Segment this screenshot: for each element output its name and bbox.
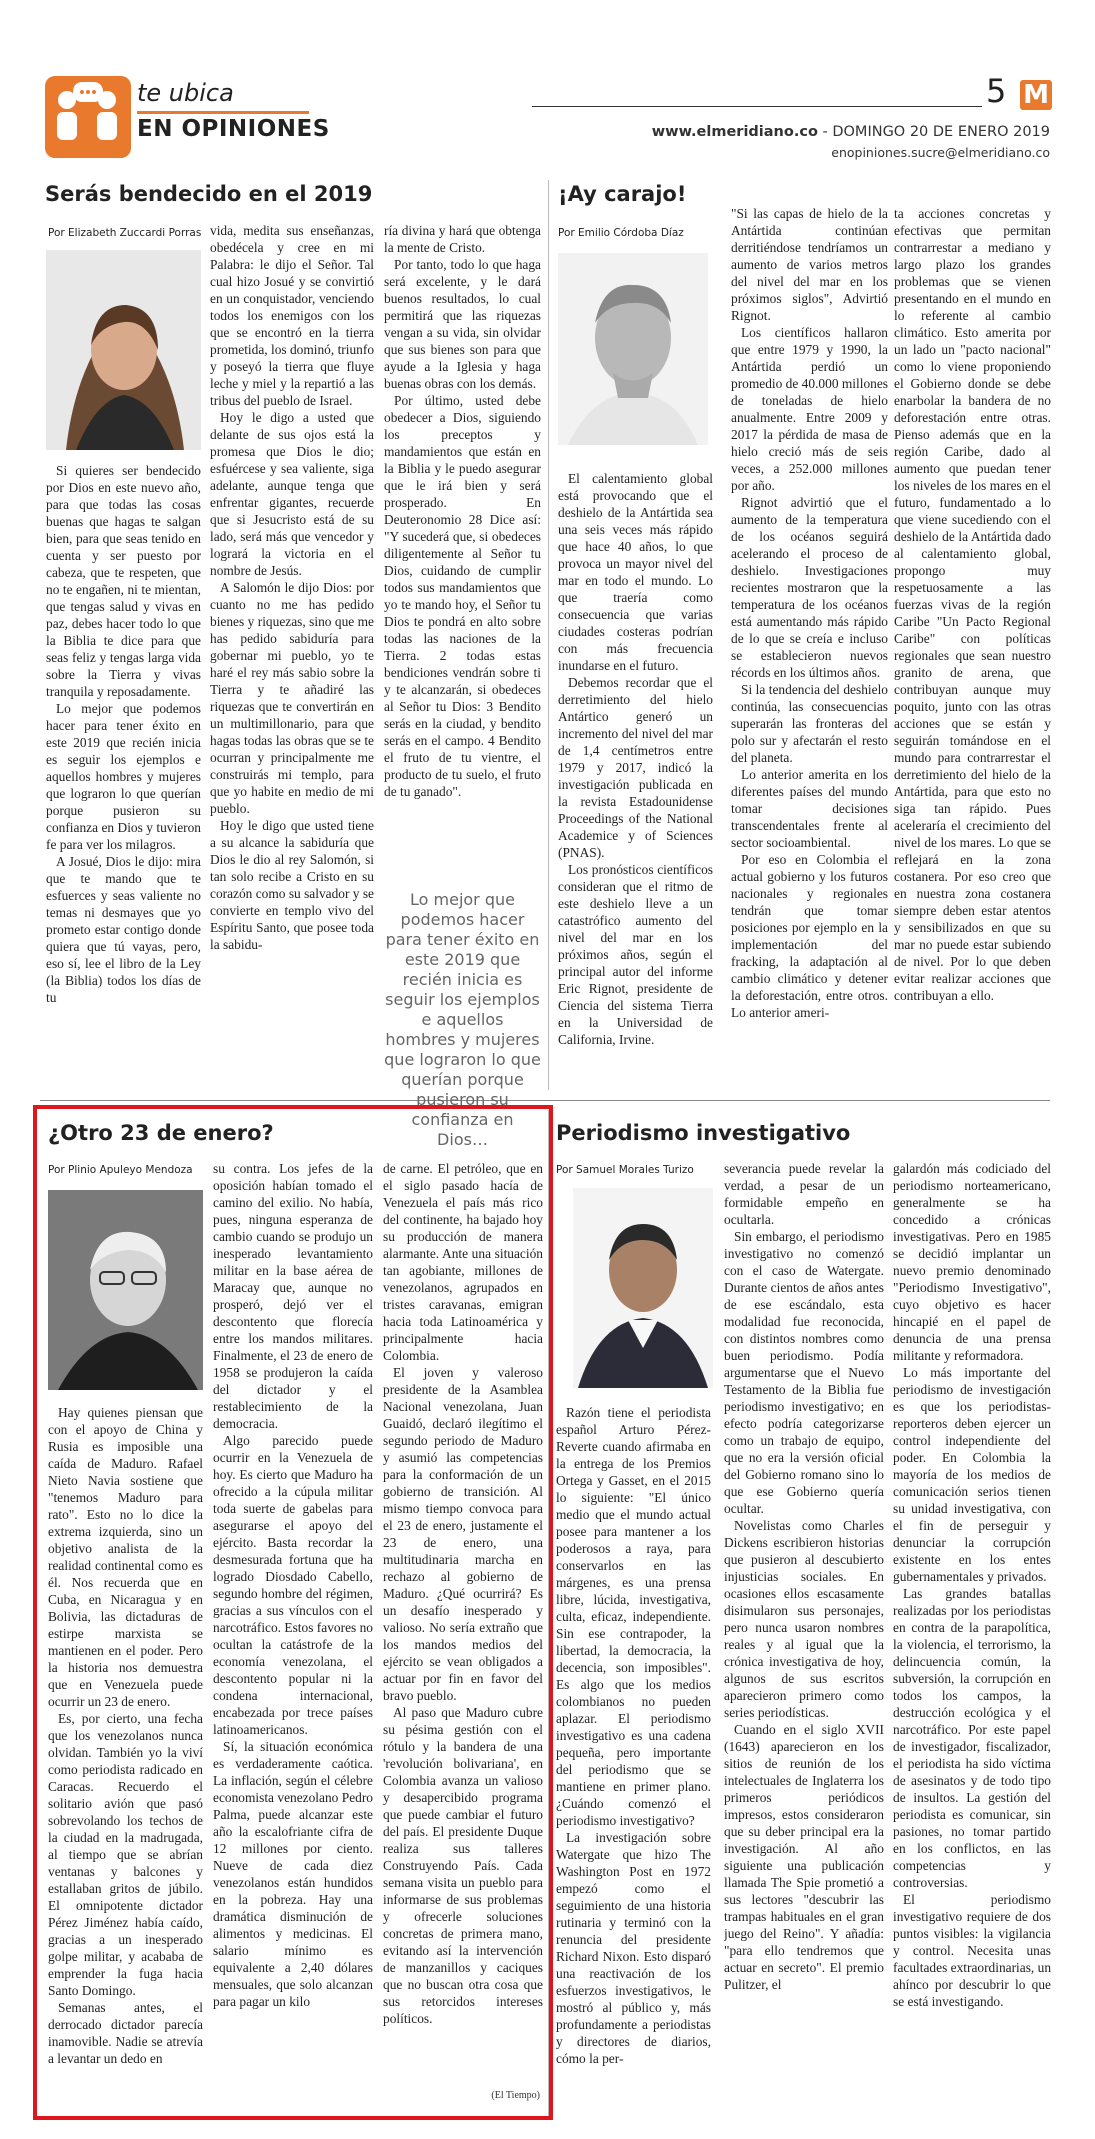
article-paragraph: Hay quienes piensan que con el apoyo de China y Rusia es imposible una caída de Maduro. Rafael Nieto Navia sostiene que "tenemos Maduro para rato". Esto no lo dice la extrema izquierda, sino un objetivo analista de la realidad continental como es él. Nos recuerda que en Cuba, en Nicaragua y en Bolivia, las dictaduras de estirpe marxista se mantienen en el poder. Pero la historia nos demuestra que en Venezuela puede ocurrir un 23 de enero. [48,1405,203,1709]
brand-logo-icon [45,76,131,158]
article-paragraph: Al paso que Maduro cubre su pésima gestión con el rótulo y la bandera de una 'revolución bolivariana', en Colombia avanza un valioso y desapercibido programa que puede cambiar el futuro del país. El presidente Duque realiza sus talleres Construyendo País. Cada semana visita un pueblo para informarse de sus problemas y ofrecerle soluciones concretas de primera mano, evitando así la intervención de manzanillos y caciques que no buscan otra cosa que sus retorcidos intereses políticos. [383,1705,543,2026]
article-paragraph: severancia puede revelar la verdad, a pesar de un formidable empeño en ocultarla. [724,1161,884,1227]
article-paragraph: A Josué, Dios le dijo: mira que te mando que te esfuerces y seas valiente no temas ni desmayes que yo prometo estar contigo donde quiera que tú vayas, pero, eso sí, lee el libro de la Ley (la Biblia) todos los días de tu [46,854,201,1005]
article-title: Serás bendecido en el 2019 [45,182,373,206]
article-paragraph: El periodismo investigativo requiere de dos puntos visibles: la vigilancia y control. Necesita unas facultades extraordinarias, un ahínco por descubrir lo que se está investigando. [893,1892,1051,2009]
article-paragraph: La investigación sobre Watergate que hizo The Washington Post en 1972 empezó como el seguimiento de una historia rutinaria y terminó con la renuncia del presidente Richard Nixon. Esto disparó una reactivación de los esfuerzos investigativos, le mostró al público y, más profundamente a periodistas y directores de diarios, cómo la per- [556,1830,711,2066]
article-paragraph: Lo anterior amerita en los diferentes países del mundo tomar decisiones transcendentales frente al sector socioambiental. [731,767,888,850]
brand-underline [137,111,309,114]
article-column [48,1404,203,2104]
article-paragraph: "Si las capas de hielo de la Antártida continúan derritiéndose tendríamos un aumento de varios metros del nivel del mar en los próximos siglos", Advirtió Rignot. [731,206,888,323]
article-paragraph: El calentamiento global está provocando que el deshielo de la Antártida sea una seis veces más rápido que hace 40 años, lo que provoca un mayor nivel del mar en todo el mundo. Lo que traería como consecuencia que varias ciudades costeras podrían con más frecuencia inundarse en el futuro. [558,471,713,673]
article-paragraph: galardón más codiciado del periodismo norteamericano, generalmente se ha concedido a crónicas investigativas. Pero en 1985 se decidió implantar un nuevo premio denominado "Periodismo Investigativo", cuyo objetivo es hacer hincapié en el papel de denuncia de una prensa militante y reformadora. [893,1161,1051,1363]
article-paragraph: ría divina y hará que obtenga la mente de Cristo. [384,223,541,255]
article-paragraph: Los científicos hallaron que entre 1979 y 1990, la Antártida perdió un promedio de 40.000 millones de toneladas de hielo anualmente. Entre 2009 y 2017 la pérdida de masa de hielo creció más de seis veces, a 252.000 millones por año. [731,325,888,493]
newspaper-logo-icon: M [1020,80,1052,110]
brand-tagline: te ubica [137,79,234,107]
author-photo [558,253,708,445]
article-paragraph: Semanas antes, el derrocado dictador parecía inamovible. Nadie se atrevía a levantar un dedo en [48,2000,203,2066]
article-paragraph: Hoy le digo a usted que delante de sus ojos está la promesa que Dios le dio; esfuércese y sea valiente, siga adelante, aunque tenga que enfrentar gigantes, recuerde que si Jesucristo está de su lado, será más que vencedor y logrará la victoria en el nombre de Jesús. [210,410,374,578]
article-paragraph: Es, por cierto, una fecha que los venezolanos nunca olvidan. También yo la viví como periodista radicado en Caracas. Recuerdo el solitario avión que pasó sobrevolando los techos de la ciudad en la madrugada, al tiempo que se abrían ventanas y balcones y estallaban gritos de júbilo. El omnipotente dictador Pérez Jiménez había caído, gracias a un inesperado golpe militar, y acababa de emprender la fuga hacia Santo Domingo. [48,1711,203,1998]
article-paragraph: vida, medita sus enseñanzas, obedécela y cree en mi Palabra: le dijo el Señor. Tal cual hizo Josué y se convirtió en un conquistador, venciendo todos los enemigos con los que se encontró en la tierra prometida, los dominó, triunfo y poseyó la tierra que fluye leche y miel y la repartió a las tribus del pueblo de Israel. [210,223,374,408]
issue-date: - DOMINGO 20 DE ENERO 2019 [817,124,1050,140]
article-title: Periodismo investigativo [556,1121,851,1145]
article-paragraph: Los pronósticos científicos consideran que el ritmo de este deshielo lleve a un catastrófico aumento del nivel del mar en los próximos años, según el principal autor del informe Eric Rignot, presidente de Ciencia del sistema Tierra en la Universidad de California, Irvine. [558,862,713,1047]
article-column [46,462,201,1084]
article-paragraph: de carne. El petróleo, que en el siglo pasado hacía de Venezuela el país más rico del continente, ha bajado hoy su producción de manera alarmante. Ante una situación tan agobiante, millones de venezolanos, agrupados en tristes caravanas, emigran hacia toda Latinoamérica y principalmente hacia Colombia. [383,1161,543,1363]
author-photo [48,1190,203,1390]
article-byline: Por Samuel Morales Turizo [556,1164,694,1176]
article-column [383,1160,543,2080]
source-credit: (El Tiempo) [491,2090,540,2101]
article-paragraph: Razón tiene el periodista español Arturo Pérez-Reverte cuando afirmaba en la entrega de los Premios Ortega y Gasset, en el 2015 lo siguiente: "El único medio que el mundo actual posee para mantener a los poderosos a raya, para conservarlos en las márgenes, es una prensa libre, lúcida, investigativa, culta, eficaz, independiente. Sin ese contrapoder, la libertad, la democracia, la decencia, son imposibles". Es algo que los medios colombianos no pueden aplazar. El periodismo investigativo es una cadena pequeña, pero importante del periodismo que se mantiene en primer plano. ¿Cuándo comenzó el periodismo investigativo? [556,1405,711,1828]
article-column [731,205,888,1085]
row-divider [40,1100,1050,1101]
article-paragraph: Algo parecido puede ocurrir en la Venezuela de hoy. Es cierto que Maduro ha ofrecido a la cúpula militar toda suerte de gabelas para asegurarse el apoyo del ejército. Basta recordar la desmesurada fortuna que ha logrado Diosdado Cabello, segundo hombre del régimen, gracias a sus vínculos con el narcotráfico. Estos favores no ocultan la catástrofe de la economía venezolana, el descontento popular ni la condena internacional, encabezada por trece países latinoamericanos. [213,1433,373,1737]
site-and-date [560,124,1050,140]
article-paragraph: su contra. Los jefes de la oposición habían tomado el camino del exilio. No había, pues, ninguna esperanza de cambio cuando se produjo un inesperado levantamiento militar en la base aérea de Maracay que, aunque no prosperó, dejó ver el descontento que florecía entre los mandos militares. Finalmente, el 23 de enero de 1958 se produjeron la caída del dictador y el restablecimiento de la democracia. [213,1161,373,1431]
article-paragraph: Si quieres ser bendecido por Dios en este nuevo año, para que todas las cosas buenas que hagas te salgan bien, para que seas tenido en cuenta y ser puesto por cabeza, que te respeten, que no te engañen, ni te mientan, que tengas salud y vivas en paz, debes hacer todo lo que la Biblia te dice para que seas feliz y tengas larga vida sobre la Tierra y vivas tranquila y reposadamente. [46,463,201,699]
article-column [894,205,1051,1085]
article-paragraph: Lo mejor que podemos hacer para tener éxito en este 2019 que recién inicia es seguir los ejemplos e aquellos hombres y mujeres que lograron lo que querían porque pusieron su confianza en Dios y tuvieron fe para ver los milagros. [46,701,201,852]
article-paragraph: Debemos recordar que el derretimiento del hielo Antártico generó un incremento del nivel del mar de 1,4 centímetros entre 1979 y 2017, indicó la investigación publicada en la revista Estadounidense Proceedings of the National Academice y of Sciences (PNAS). [558,675,713,860]
section-title: EN OPINIONES [137,116,330,142]
article-byline: Por Elizabeth Zuccardi Porras [48,227,202,239]
article-paragraph: Cuando en el siglo XVII (1643) aparecieron en los sitios de reunión de los intelectuales de Inglaterra los primeros periódicos impresos, estos consideraron que su deber principal era la investigación. Al año siguiente una publicación llamada The Spie prometió a sus lectores "descubrir las trampas habituales en el gran juego del Reino". Y añadía: "para ello tendremos que actuar en secreto". El premio Pulitzer, el [724,1722,884,1992]
column-divider [548,180,549,1090]
article-column [384,222,541,902]
author-photo [573,1188,713,1388]
article-paragraph: A Salomón le dijo Dios: por cuanto no me has pedido bienes y riquezas, sino que me has pedido sabiduría para gobernar mi pueblo, yo te haré el rey más sabio sobre la Tierra y te añadiré las riquezas que te convertirán en un multimillonario, para que hagas todas las obras que se te ocurran y principalmente me construirás mi templo, para que yo habite en medio de mi pueblo. [210,580,374,816]
article-paragraph: Por último, usted debe obedecer a Dios, siguiendo los preceptos y mandamientos que están en la Biblia y le puedo asegurar que le irá bien y será prosperado. En Deuteronomio 28 Dice así: "Y sucederá que, si obedeces diligentemente al Señor tu Dios, cuidando de cumplir todos sus mandamientos que yo te mando hoy, el Señor tu Dios te pondrá en alto sobre todas las naciones de la Tierra. 2 todas estas bendiciones vendrán sobre ti y te alcanzarán, si obedeces al Señor tu Dios: 3 Bendito serás en la ciudad, y bendito serás en el campo. 4 Bendito el fruto de tu vientre, el producto de tu suelo, el fruto de tu ganado". [384,393,541,799]
article-paragraph: Sin embargo, el periodismo investigativo no comenzó con el caso de Watergate. Durante cientos de años antes de ese escándalo, esta modalidad fue reconocida, con distintos nombres como buen periodismo. Podía argumentarse que el Nuevo Testamento de la Biblia fue periodismo investigativo; en efecto podría categorizarse como un trabajo de equipo, que no era la versión oficial del Gobierno romano sino lo que ese Gobierno quería ocultar. [724,1229,884,1516]
article-paragraph: Por eso en Colombia el actual gobierno y los futuros nacionales y regionales tendrán que tomar posiciones por ejemplo en la implementación del fracking, la adaptación al cambio climático y detener la deforestación, entre otros. Lo anterior ameri- [731,852,888,1020]
article-column [893,1160,1051,2104]
article-paragraph: Hoy le digo que usted tiene a su alcance la sabiduría que Dios le dio al rey Salomón, si tan solo recibe a Cristo en su corazón como su salvador y se convierte en templo vivo del Espíritu Santo, que posee toda la sabidu- [210,818,374,952]
header-rule [532,106,982,107]
contact-email[interactable]: enopiniones.sucre@elmeridiano.co [831,145,1050,160]
author-photo [46,250,201,450]
article-paragraph: Sí, la situación económica es verdaderamente caótica. La inflación, según el célebre economista venezolano Pedro Palma, puede alcanzar este año la escalofriante cifra de 12 millones por ciento. Nueve de cada diez venezolanos están hundidos en la pobreza. Hay una dramática disminución de alimentos y medicinas. El salario mínimo es equivalente a 2,40 dólares mensuales, que solo alcanzan para pagar un kilo [213,1739,373,2009]
article-paragraph: ta acciones concretas y efectivas que permitan contrarrestar a mediano y largo plazo los grandes problemas que se vienen presentando en el mundo en lo referente al cambio climático. Esto amerita por un lado un "pacto nacional" como lo viene proponiendo el Gobierno donde se debe enarbolar la bandera de no deforestación entre otras. Pienso además que en la región Caribe, dado al aumento que puedan tener los niveles de los mares en el futuro, fundamentado a lo que viene sucediendo con el deshielo de la Antártida dado al calentamiento global, propongo muy respetuosamente a las fuerzas vivas de la región Caribe "Un Pacto Regional Caribe" con políticas regionales que sean nuestro granito de arena, que contribuyan aunque muy poquito, junto con las otras acciones que se están y seguirán tomándose en el mundo para contrarrestar el derretimiento del hielo de la Antártida, para que esto no siga tan rápido. Pues aceleraría el crecimiento del nivel de los mares. Lo que se reflejará en la zona costanera. Por eso creo que en nuestra zona costanera siempre deben estar atentos y sensibilizados en que su mar no puede estar subiendo de nivel. Por lo que deben evitar realizar acciones que contribuyan a ello. [894,206,1051,1003]
article-title: ¡Ay carajo! [558,182,687,206]
article-paragraph: El joven y valeroso presidente de la Asamblea Nacional venezolana, Juan Guaidó, declaró ilegítimo el segundo periodo de Maduro y asumió las competencias para la conformación de un gobierno de transición. Al mismo tiempo convoca para el 23 de enero, justamente el 23 de enero, una multitudinaria marcha en rechazo al gobierno de Maduro. ¿Qué ocurrirá? Es un desafío inesperado y valioso. No sería extraño que los mandos medios del ejército se vean obligados a actuar por fin en favor del bravo pueblo. [383,1365,543,1703]
article-column [556,1404,711,2104]
article-column [210,222,374,1084]
article-byline: Por Emilio Córdoba Díaz [558,227,684,239]
article-paragraph: Si la tendencia del deshielo continúa, las consecuencias superarán las fronteras del polo sur y afectarán el resto del planeta. [731,682,888,765]
article-paragraph: Novelistas como Charles Dickens escribieron historias que pusieron al descubierto injusticias sociales. En ocasiones ellos escasamente disimularon sus personajes, pero nunca usaron nombres reales y al igual que la crónica investigativa de hoy, algunos de sus escritos aparecieron primero como series periodísticas. [724,1518,884,1720]
article-paragraph: Lo más importante del periodismo de investigación es que los periodistas-reporteros deben ejercer un control independiente del poder. En Colombia la mayoría de los medios de comunicación serios tienen su unidad investigativa, con el fin de perseguir y denunciar la corrupción existente en los entes gubernamentales y privados. [893,1365,1051,1584]
article-paragraph: Rignot advirtió que el aumento de la temperatura de los océanos seguirá acelerando el proceso de deshielo. Investigaciones recientes mostraron que la temperatura de los océanos está aumentando más rápido de lo que se creía e incluso se establecieron nuevos récords en los últimos años. [731,495,888,680]
article-column [558,470,713,1080]
article-paragraph: Las grandes batallas realizadas por los periodistas en contra de la parapolítica, la violencia, el terrorismo, la delincuencia común, la subversión, la corrupción en todos los campos, la destrucción ecológica y el narcotráfico. Por este papel de investigador, fiscalizador, el periodista ha sido víctima de asesinatos y de todo tipo de insultos. La gestión del periodista es comunicar, sin pasiones, no tomar partido en los conflictos, en las competencias y controversias. [893,1586,1051,1890]
page-number: 5 [986,72,1007,110]
site-url[interactable]: www.elmeridiano.co [651,124,818,140]
article-column [213,1160,373,2104]
article-byline: Por Plinio Apuleyo Mendoza [48,1164,193,1176]
article-paragraph: Por tanto, todo lo que haga será excelente, y le dará buenos resultados, lo cual permitirá que las riquezas vengan a su vida, sin olvidar que sus bienes son para que ayude a la Iglesia y haga buenas obras con los demás. [384,257,541,391]
article-title: ¿Otro 23 de enero? [48,1121,274,1145]
article-column [724,1160,884,2104]
pull-quote: Lo mejor que podemos hacer para tener éxito en este 2019 que recién inicia es seguir los ejemplos e aquellos hombres y mujeres que lograron lo que querían porque pusieron su confianza en Dios… [384,890,541,1149]
